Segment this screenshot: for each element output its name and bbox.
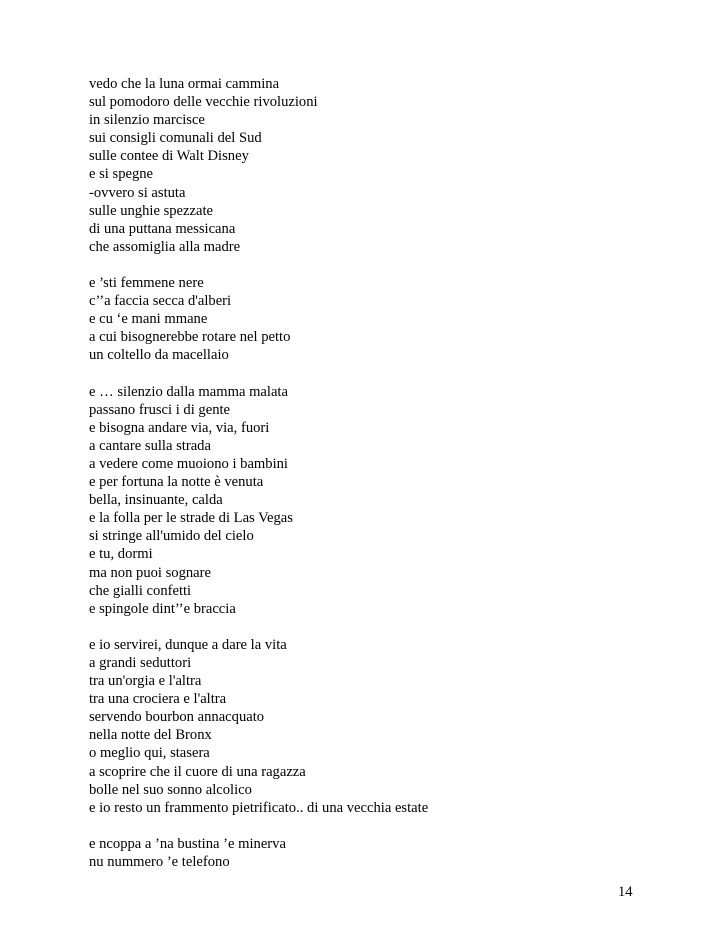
poem-line: e io servirei, dunque a dare la vita	[89, 636, 287, 653]
poem-line: e spingole dint’’e braccia	[89, 600, 236, 617]
poem-line: o meglio qui, stasera	[89, 745, 210, 762]
poem-line: tra una crociera e l'altra	[89, 691, 227, 708]
poem-line: di una puttana messicana	[89, 220, 236, 237]
poem-stanza	[89, 835, 689, 871]
poem-line: e tu, dormi	[89, 546, 153, 563]
poem-line: e io resto un frammento pietrificato.. di una vecchia estate	[89, 799, 429, 816]
poem-line: e … silenzio dalla mamma malata	[89, 383, 288, 400]
poem-body	[89, 75, 689, 871]
poem-line: e ’sti femmene nere	[89, 275, 204, 292]
poem-line: e cu ‘e mani mmane	[89, 311, 208, 328]
poem-line: un coltello da macellaio	[89, 347, 229, 364]
poem-line: e bisogna andare via, via, fuori	[89, 419, 270, 436]
poem-line: a vedere come muoiono i bambini	[89, 455, 288, 472]
poem-line: -ovvero si astuta	[89, 184, 186, 201]
poem-line: e si spegne	[89, 166, 154, 183]
poem-line: in silenzio marcisce	[89, 112, 205, 129]
poem-line: e per fortuna la notte è venuta	[89, 474, 264, 491]
poem-line: che gialli confetti	[89, 582, 192, 599]
poem-line: nu nummero ’e telefono	[89, 854, 230, 871]
poem-line: a scoprire che il cuore di una ragazza	[89, 763, 306, 780]
poem-line: bolle nel suo sonno alcolico	[89, 781, 252, 798]
poem-line: nella notte del Bronx	[89, 727, 212, 744]
poem-line: e ncoppa a ’na bustina ’e minerva	[89, 835, 286, 852]
poem-line: sulle contee di Walt Disney	[89, 148, 249, 165]
poem-line: a cantare sulla strada	[89, 437, 211, 454]
poem-stanza	[89, 274, 689, 364]
poem-line: si stringe all'umido del cielo	[89, 528, 254, 545]
page-number: 14	[618, 884, 633, 900]
poem-line: che assomiglia alla madre	[89, 238, 241, 255]
poem-line: c’’a faccia secca d'alberi	[89, 293, 232, 310]
poem-line: e la folla per le strade di Las Vegas	[89, 510, 293, 527]
poem-line: sul pomodoro delle vecchie rivoluzioni	[89, 94, 318, 111]
poem-line: bella, insinuante, calda	[89, 492, 223, 509]
poem-stanza	[89, 383, 689, 618]
poem-line: sui consigli comunali del Sud	[89, 130, 262, 147]
poem-line: a cui bisognerebbe rotare nel petto	[89, 329, 291, 346]
poem-line: servendo bourbon annacquato	[89, 709, 265, 726]
poem-line: a grandi seduttori	[89, 655, 192, 671]
poem-line: tra un'orgia e l'altra	[89, 673, 202, 690]
poem-line: sulle unghie spezzate	[89, 202, 213, 219]
poem-line: passano frusci i di gente	[89, 401, 231, 418]
poem-stanza	[89, 636, 689, 817]
poem-line: vedo che la luna ormai cammina	[89, 76, 280, 92]
poem-line: ma non puoi sognare	[89, 564, 211, 581]
poem-stanza	[89, 75, 689, 256]
